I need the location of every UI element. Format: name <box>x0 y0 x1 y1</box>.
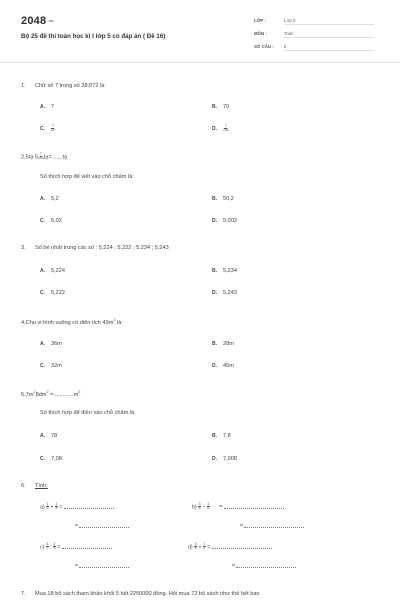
document-header <box>0 0 400 63</box>
q3-option-d[interactable]: D. 5,243 <box>212 290 237 296</box>
question-7: 7. Mua 18 bộ sách tham khảo khối 5 hết 2250000 đồng. Hỏi mua 72 bộ sách như thế hết bao <box>21 591 260 597</box>
meta-subject-key: MÔN : <box>254 31 267 36</box>
answer-blank[interactable] <box>62 548 112 549</box>
q6-part-c-continuation: = <box>75 563 129 569</box>
fraction: $\frac{7}{100}$ <box>38 152 44 161</box>
q3-option-a[interactable]: A. 5,224 <box>40 268 65 274</box>
q5-option-c[interactable]: C. 7,08 <box>40 456 62 462</box>
q6-part-a-continuation: = <box>75 523 129 529</box>
meta-count-value: 8 <box>284 44 374 51</box>
q2-option-c[interactable]: C. 5,02 <box>40 218 62 224</box>
q3-option-c[interactable]: C. 5,222 <box>40 290 65 296</box>
answer-blank[interactable] <box>79 567 129 568</box>
question-6: 6. Tính: <box>21 483 48 489</box>
q6-part-b-continuation: = <box>240 523 304 529</box>
q1-option-d[interactable]: D. $\frac{7}{100}$ <box>212 124 229 133</box>
q1-option-a[interactable]: A. 7 <box>40 104 55 110</box>
q4-option-c[interactable]: C. 32m <box>40 363 62 369</box>
question-5-instruction: Số thích hợp để điền vào chỗ chấm là: <box>40 410 136 416</box>
q5-option-a[interactable]: A. 78 <box>40 433 58 439</box>
q6-part-a: a) $\frac{1}{3}$ + $\frac{1}{4}$ = <box>40 503 114 511</box>
q4-option-d[interactable]: D. 45m <box>212 363 234 369</box>
answer-blank[interactable] <box>236 567 296 568</box>
question-5: $5.7m^28dm^2 =.............m^2$ <box>21 390 81 398</box>
fraction: $\frac{7}{100}$ <box>223 124 229 133</box>
question-3: 3. Số bé nhất trong các số : 5,224 ; 5,222 ; 5,234 ; 5,243 <box>21 245 169 251</box>
answer-blank[interactable] <box>79 527 129 528</box>
q4-option-a[interactable]: A. 36m <box>40 341 62 347</box>
question-1 <box>21 83 106 89</box>
q3-option-b[interactable]: B. 5,234 <box>212 268 237 274</box>
question-4: 4.Chu vi hình vuông có diện tích $49m^2$ là: <box>21 318 123 326</box>
question-text: Chữ số 7 trong số 38,072 là: <box>35 83 106 89</box>
q2-option-a[interactable]: A. 5,2 <box>40 196 59 202</box>
meta-class-value: Lớp 5 <box>284 18 374 25</box>
q6-part-c: c) $\frac{3}{7}$ : $\frac{2}{3}$ = <box>40 543 112 551</box>
q4-option-b[interactable]: B. 28m <box>212 341 234 347</box>
q5-option-d[interactable]: D. 7,008 <box>212 456 237 462</box>
q2-option-b[interactable]: B. 50,2 <box>212 196 234 202</box>
fraction: $\frac{7}{10}$ <box>51 124 55 133</box>
q1-option-c[interactable]: C. $\frac{7}{10}$ <box>40 124 55 133</box>
q6-part-d: d) $\frac{3}{4}$ × $\frac{1}{2}$ = <box>188 543 272 551</box>
q6-part-b: b) $\frac{3}{5}$ − $\frac{1}{6}$ = <box>192 503 284 511</box>
q5-option-b[interactable]: B. 7,8 <box>212 433 231 439</box>
question-number: 1. <box>21 83 26 89</box>
meta-subject-value: Toán <box>284 31 374 38</box>
question-2-instruction: Số thích hợp để viết vào chỗ chấm là: <box>40 174 134 180</box>
site-logo[interactable] <box>21 15 54 27</box>
question-2: 2,5tạ 5 $\frac{7}{100}$ tạ= ......tạ <box>21 152 68 161</box>
answer-blank[interactable] <box>212 548 272 549</box>
answer-blank[interactable] <box>224 508 284 509</box>
logo-text: 2048 <box>21 15 47 27</box>
meta-class-key: LỚP : <box>254 18 266 23</box>
answer-blank[interactable] <box>244 527 304 528</box>
answer-blank[interactable] <box>64 508 114 509</box>
q6-part-d-continuation: = <box>232 563 296 569</box>
meta-count-key: SỐ CÂU : <box>254 44 274 49</box>
q2-option-d[interactable]: D. 5,002 <box>212 218 237 224</box>
document-title: Bộ 25 đề thi toán học kì I lớp 5 có đáp án ( Đề 16) <box>21 33 166 40</box>
logo-suffix: .vn <box>47 18 54 23</box>
question-6-title: Tính: <box>35 483 48 489</box>
q1-option-b[interactable]: B. 70 <box>212 104 230 110</box>
